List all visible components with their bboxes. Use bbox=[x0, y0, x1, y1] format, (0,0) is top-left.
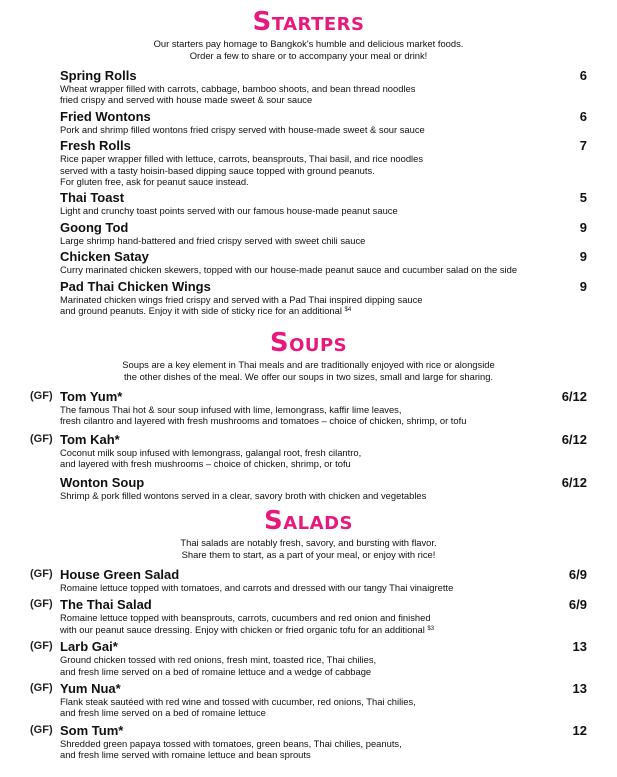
menu-item bbox=[0, 138, 617, 187]
description-line bbox=[60, 749, 591, 760]
soups-intro bbox=[0, 359, 617, 383]
intro-line: Thai salads are notably fresh, savory, and bursting with flavor. bbox=[180, 537, 437, 548]
item-name: Chicken Satay bbox=[60, 249, 149, 265]
item-description bbox=[60, 124, 591, 135]
item-price: 7 bbox=[579, 138, 587, 154]
item-name: Som Tum* bbox=[60, 722, 124, 738]
item-name: Goong Tod bbox=[60, 219, 129, 235]
description-text: Romaine lettuce topped with beansprouts, carrots, cucumbers and red onion and finished bbox=[60, 612, 431, 624]
description-line bbox=[60, 404, 591, 415]
description-line bbox=[60, 124, 591, 135]
menu-item bbox=[0, 190, 617, 216]
menu-item bbox=[0, 109, 617, 135]
item-description bbox=[60, 738, 591, 761]
soups-title: Soups bbox=[269, 328, 348, 358]
salads-title: Salads bbox=[264, 506, 353, 536]
menu-item bbox=[0, 68, 617, 106]
menu-item bbox=[0, 389, 617, 427]
starters-intro bbox=[0, 38, 617, 62]
description-line bbox=[60, 176, 591, 187]
item-price: 13 bbox=[572, 681, 587, 697]
item-description bbox=[60, 490, 591, 501]
intro-line: Our starters pay homage to Bangkok's humble and delicious market foods. bbox=[153, 38, 464, 49]
item-name: House Green Salad bbox=[60, 567, 180, 582]
item-price: 9 bbox=[579, 219, 587, 235]
description-line bbox=[60, 415, 591, 426]
item-price: 6/9 bbox=[568, 597, 587, 613]
extra-price: $4 bbox=[344, 307, 352, 314]
description-text: served with a tasty hoisin-based dipping sauce topped with ground peanuts. bbox=[60, 164, 375, 176]
item-name: The Thai Salad bbox=[60, 597, 152, 613]
description-text: Curry marinated chicken skewers, topped with our house-made peanut sauce and cucumber salad on the side bbox=[60, 264, 518, 276]
description-line bbox=[60, 624, 591, 635]
description-text: and layered with fresh mushrooms – choice of chicken, shrimp, or tofu bbox=[60, 458, 351, 470]
description-text: and fresh lime served on a bed of romaine lettuce bbox=[60, 707, 266, 719]
item-description bbox=[60, 264, 591, 275]
description-line bbox=[60, 696, 591, 707]
menu-item bbox=[0, 279, 617, 317]
item-description bbox=[60, 153, 591, 187]
item-price: 6/9 bbox=[568, 567, 587, 582]
item-name: Tom Yum* bbox=[60, 389, 123, 404]
item-price: 6/12 bbox=[561, 474, 587, 490]
intro-line: Share them to start, as a part of your meal, or enjoy with rice! bbox=[181, 549, 436, 560]
item-price: 6/12 bbox=[561, 389, 587, 404]
gluten-free-badge: (GF) bbox=[30, 390, 53, 402]
description-line bbox=[60, 83, 591, 94]
description-line bbox=[60, 707, 591, 718]
starters-title: Starters bbox=[252, 7, 365, 37]
description-text: fried crispy and served with house made sweet & sour sauce bbox=[60, 94, 313, 106]
gluten-free-badge: (GF) bbox=[30, 682, 53, 695]
item-name: Spring Rolls bbox=[60, 68, 137, 83]
description-text: Wheat wrapper filled with carrots, cabbage, bamboo shoots, and bean thread noodles bbox=[60, 83, 416, 94]
item-price: 6 bbox=[579, 108, 587, 124]
description-text: Romaine lettuce topped with tomatoes, and carrots and dressed with our tangy Thai vinaigrette bbox=[60, 582, 454, 593]
description-text: For gluten free, ask for peanut sauce instead. bbox=[60, 176, 249, 188]
gluten-free-badge: (GF) bbox=[30, 432, 53, 445]
description-text: Rice paper wrapper filled with lettuce, carrots, beansprouts, Thai basil, and rice noodles bbox=[60, 153, 424, 165]
description-text: Marinated chicken wings fried crispy and served with a Pad Thai inspired dipping sauce bbox=[60, 293, 423, 305]
starters-section bbox=[0, 8, 617, 319]
item-description bbox=[60, 83, 591, 106]
item-description bbox=[60, 235, 591, 246]
item-price: 6 bbox=[579, 68, 587, 83]
description-line bbox=[60, 490, 591, 501]
intro-line: Order a few to share or to accompany your meal or drink! bbox=[189, 50, 428, 61]
description-line bbox=[60, 582, 591, 593]
description-line bbox=[60, 738, 591, 749]
description-line bbox=[60, 153, 591, 164]
description-line bbox=[60, 612, 591, 623]
item-price: 9 bbox=[579, 278, 587, 294]
extra-price: $3 bbox=[427, 625, 435, 632]
item-description bbox=[60, 404, 591, 427]
gluten-free-badge: (GF) bbox=[30, 568, 53, 580]
menu-item bbox=[0, 249, 617, 275]
salads-section bbox=[0, 507, 617, 765]
description-text: Ground chicken tossed with red onions, fresh mint, toasted rice, Thai chilies, bbox=[60, 654, 377, 666]
description-text: Shrimp & pork filled wontons served in a clear, savory broth with chicken and vegetables bbox=[60, 489, 427, 501]
description-text: with our peanut sauce dressing. Enjoy with chicken or fried organic tofu for an additional bbox=[60, 623, 425, 635]
item-price: 9 bbox=[579, 249, 587, 265]
menu-item bbox=[0, 597, 617, 635]
description-text: Light and crunchy toast points served with our famous house-made peanut sauce bbox=[60, 205, 398, 217]
description-line bbox=[60, 447, 591, 458]
item-description bbox=[60, 654, 591, 677]
description-line bbox=[60, 305, 591, 316]
item-description bbox=[60, 294, 591, 317]
gluten-free-badge: (GF) bbox=[30, 723, 53, 736]
gluten-free-badge: (GF) bbox=[30, 640, 53, 653]
description-text: Shredded green papaya tossed with tomatoes, green beans, Thai chilies, peanuts, bbox=[60, 737, 402, 749]
item-price: 6/12 bbox=[561, 431, 587, 447]
description-text: Coconut milk soup infused with lemongrass, galangal root, fresh cilantro, bbox=[60, 446, 362, 458]
item-price: 5 bbox=[579, 190, 587, 206]
description-text: and fresh lime served on a bed of romaine lettuce and a wedge of cabbage bbox=[60, 665, 372, 677]
gluten-free-badge: (GF) bbox=[30, 598, 53, 611]
item-name: Tom Kah* bbox=[60, 431, 120, 447]
description-line bbox=[60, 654, 591, 665]
description-text: Flank steak sautéed with red wine and tossed with cucumber, red onions, Thai chilies, bbox=[60, 696, 416, 708]
description-line bbox=[60, 264, 591, 275]
menu-item bbox=[0, 639, 617, 677]
item-description bbox=[60, 612, 591, 635]
item-name: Yum Nua* bbox=[60, 681, 121, 697]
item-name: Larb Gai* bbox=[60, 639, 118, 655]
description-line bbox=[60, 666, 591, 677]
menu-item bbox=[0, 432, 617, 470]
description-line bbox=[60, 235, 591, 246]
menu-item bbox=[0, 681, 617, 719]
intro-line: the other dishes of the meal. We offer our soups in two sizes, small and large for sharing. bbox=[123, 371, 494, 382]
description-text: fresh cilantro and layered with fresh mushrooms and tomatoes – choice of chicken, shrimp, or tofu bbox=[60, 415, 467, 427]
description-text: Large shrimp hand-battered and fried crispy served with sweet chili sauce bbox=[60, 234, 366, 246]
menu-item bbox=[0, 567, 617, 593]
soups-section bbox=[0, 329, 617, 506]
item-description bbox=[60, 696, 591, 719]
description-text: and ground peanuts. Enjoy it with side of sticky rice for an additional bbox=[60, 305, 342, 317]
item-name: Thai Toast bbox=[60, 190, 125, 206]
intro-line: Soups are a key element in Thai meals and are traditionally enjoyed with rice or alongside bbox=[122, 359, 495, 370]
item-price: 12 bbox=[572, 722, 587, 738]
item-price: 13 bbox=[572, 639, 587, 655]
description-line bbox=[60, 165, 591, 176]
description-line bbox=[60, 205, 591, 216]
description-line bbox=[60, 94, 591, 105]
item-name: Wonton Soup bbox=[60, 474, 145, 490]
item-description bbox=[60, 447, 591, 470]
salads-intro bbox=[0, 537, 617, 561]
item-description bbox=[60, 205, 591, 216]
description-line bbox=[60, 458, 591, 469]
item-description bbox=[60, 582, 591, 593]
item-name: Pad Thai Chicken Wings bbox=[60, 278, 211, 294]
menu-item bbox=[0, 220, 617, 246]
description-text: The famous Thai hot & sour soup infused with lime, lemongrass, kaffir lime leaves, bbox=[60, 404, 402, 415]
description-text: and fresh lime served with romaine lettuce and bean sprouts bbox=[60, 749, 311, 761]
description-line bbox=[60, 294, 591, 305]
menu-item bbox=[0, 475, 617, 501]
description-text: Pork and shrimp filled wontons fried crispy served with house-made sweet & sour sauce bbox=[60, 123, 425, 135]
item-name: Fried Wontons bbox=[60, 108, 151, 124]
menu-item bbox=[0, 723, 617, 761]
item-name: Fresh Rolls bbox=[60, 138, 131, 154]
